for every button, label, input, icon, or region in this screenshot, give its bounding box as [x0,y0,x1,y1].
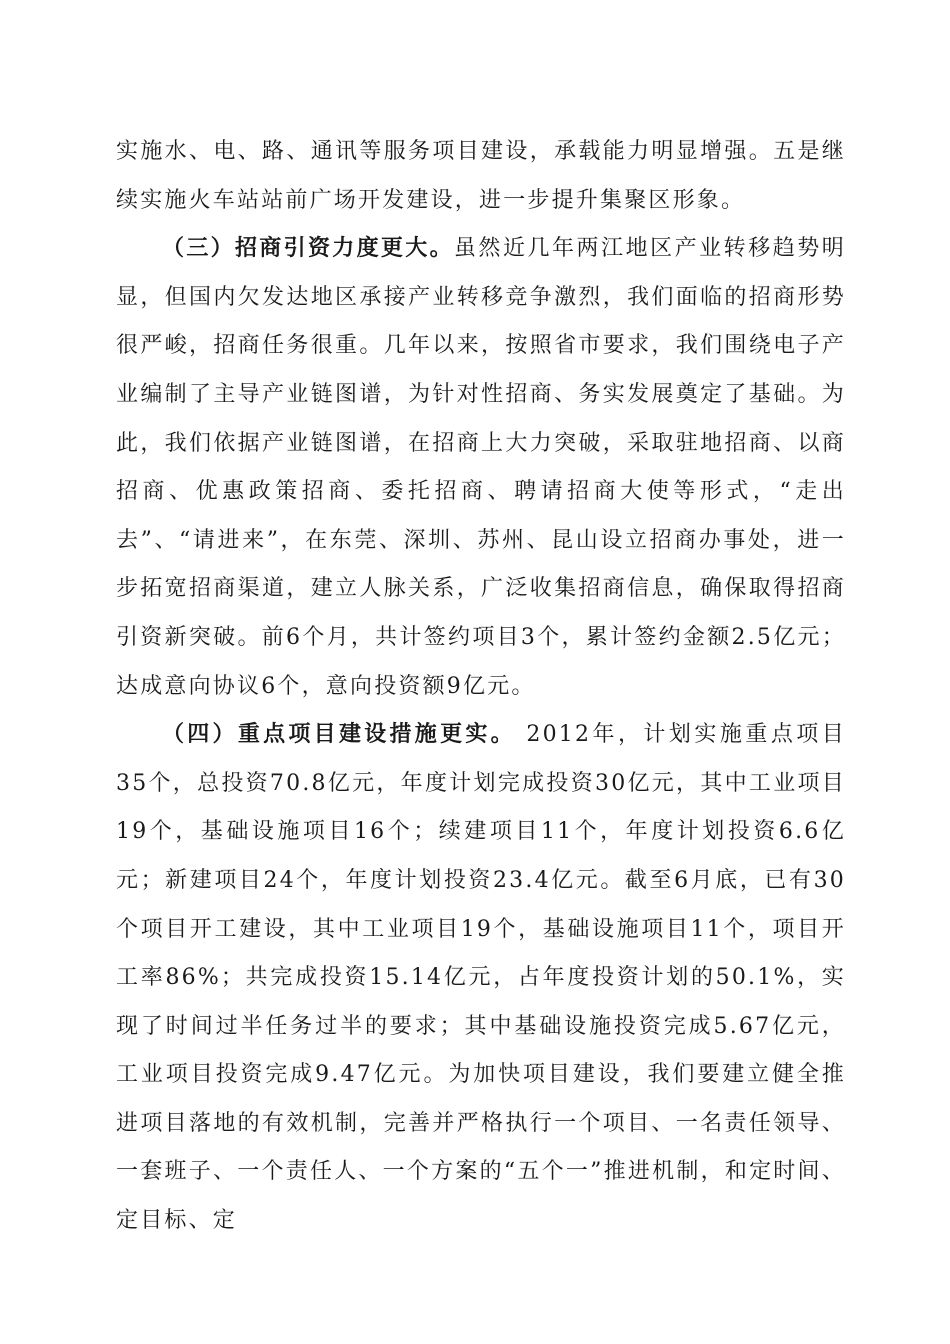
paragraph-text: 虽然近几年两江地区产业转移趋势明显，但国内欠发达地区承接产业转移竞争激烈，我们面临的招商形势很严峻，招商任务很重。几年以来，按照省市要求，我们围绕电子产业编制了主导产业链图谱，为针对性招商、务实发展奠定了基础。为此，我们依据产业链图谱，在招商上大力突破，采取驻地招商、以商招商、优惠政策招商、委托招商、聘请招商大使等形式，“走出去”、“请进来”，在东莞、深圳、苏州、昆山设立招商办事处，进一步拓宽招商渠道，建立人脉关系，广泛收集招商信息，确保取得招商引资新突破。前6个月，共计签约项目3个，累计签约金额2.5亿元；达成意向协议6个，意向投资额9亿元。 [116,236,846,699]
document-body [116,128,846,1246]
section-heading: （三）招商引资力度更大。 [162,236,454,262]
paragraph-text: 2012年，计划实施重点项目35个，总投资70.8亿元，年度计划完成投资30亿元，其中工业项目19个，基础设施项目16个；续建项目11个，年度计划投资6.6亿元；新建项目24个，年度计划投资23.4亿元。截至6月底，已有30个项目开工建设，其中工业项目19个，基础设施项目11个，项目开工率86%；共完成投资15.14亿元，占年度投资计划的50.1%，实现了时间过半任务过半的要求；其中基础设施投资完成5.67亿元，工业项目投资完成9.47亿元。为加快项目建设，我们要建立健全推进项目落地的有效机制，完善并严格执行一个项目、一名责任领导、一套班子、一个责任人、一个方案的“五个一”推进机制，和定时间、定目标、定 [116,722,846,1234]
section-heading: （四）重点项目建设措施更实。 [162,722,516,748]
paragraph-key-projects [116,711,846,1246]
paragraph-investment-attraction [116,225,846,711]
paragraph-text: 实施水、电、路、通讯等服务项目建设，承载能力明显增强。五是继续实施火车站站前广场开发建设，进一步提升集聚区形象。 [116,139,846,213]
paragraph-continuation [116,128,846,225]
